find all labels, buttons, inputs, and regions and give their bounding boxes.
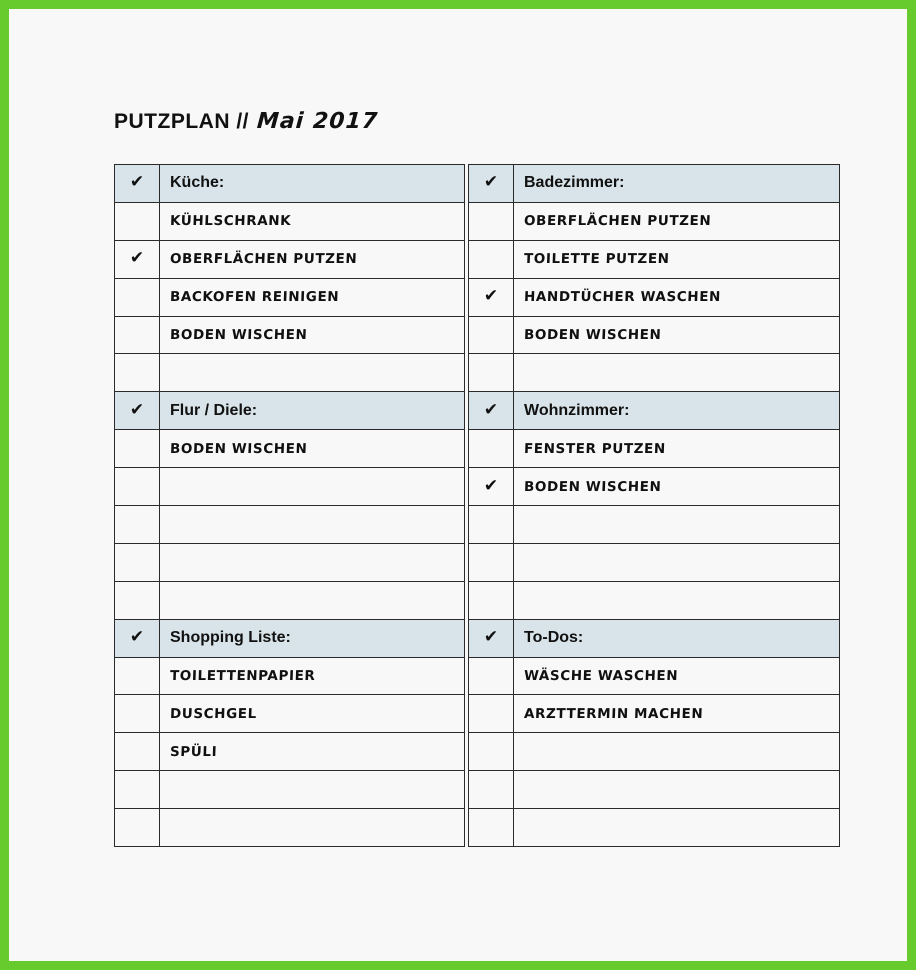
item-cell bbox=[160, 809, 465, 847]
item-checkbox-cell bbox=[115, 771, 160, 809]
section-header-row bbox=[115, 165, 465, 203]
item-checkbox-cell bbox=[115, 278, 160, 316]
item-row bbox=[469, 240, 840, 278]
item-label: HANDTÜCHER WASCHEN bbox=[523, 289, 722, 306]
item-checkbox-cell bbox=[469, 240, 514, 278]
item-checkbox-cell bbox=[115, 506, 160, 544]
item-checkbox-cell bbox=[469, 202, 514, 240]
checkmark-icon: ✔ bbox=[483, 286, 499, 307]
item-label: BODEN WISCHEN bbox=[523, 327, 662, 343]
checkmark-icon: ✔ bbox=[129, 248, 145, 269]
section-header-checkbox-cell bbox=[469, 165, 514, 203]
checkmark-icon: ✔ bbox=[483, 399, 499, 420]
section-header-checkbox-cell bbox=[115, 165, 160, 203]
item-row bbox=[115, 543, 465, 581]
page-title bbox=[114, 109, 378, 134]
section-header-row bbox=[469, 619, 840, 657]
item-cell bbox=[160, 468, 465, 506]
item-cell bbox=[514, 354, 840, 392]
item-checkbox-cell bbox=[469, 771, 514, 809]
section-header-label: Flur / Diele: bbox=[170, 401, 258, 419]
item-cell bbox=[160, 506, 465, 544]
item-checkbox-cell bbox=[115, 695, 160, 733]
item-checkbox-cell bbox=[115, 354, 160, 392]
item-label: TOILETTENPAPIER bbox=[169, 668, 316, 685]
item-row bbox=[469, 468, 840, 506]
item-row bbox=[115, 240, 465, 278]
item-row bbox=[115, 278, 465, 316]
item-cell bbox=[160, 240, 465, 278]
item-checkbox-cell bbox=[469, 809, 514, 847]
item-cell bbox=[514, 506, 840, 544]
item-checkbox-cell bbox=[469, 354, 514, 392]
item-label: SPÜLI bbox=[169, 743, 218, 760]
item-label: OBERFLÄCHEN PUTZEN bbox=[523, 213, 712, 230]
item-row bbox=[115, 581, 465, 619]
item-checkbox-cell bbox=[115, 202, 160, 240]
item-row bbox=[469, 430, 840, 468]
item-cell bbox=[514, 771, 840, 809]
checkmark-icon: ✔ bbox=[129, 399, 145, 420]
item-row bbox=[469, 695, 840, 733]
item-cell bbox=[514, 202, 840, 240]
section-header-checkbox-cell bbox=[115, 619, 160, 657]
section-header-cell bbox=[514, 165, 840, 203]
item-row bbox=[469, 543, 840, 581]
section-header-label: Küche: bbox=[170, 174, 225, 192]
item-row bbox=[115, 506, 465, 544]
item-checkbox-cell bbox=[115, 657, 160, 695]
plan-table-right bbox=[468, 164, 840, 847]
item-checkbox-cell bbox=[115, 468, 160, 506]
item-row bbox=[469, 316, 840, 354]
checkmark-icon: ✔ bbox=[483, 627, 499, 648]
item-checkbox-cell bbox=[469, 581, 514, 619]
item-checkbox-cell bbox=[115, 581, 160, 619]
section-header-cell bbox=[514, 392, 840, 430]
item-row bbox=[115, 657, 465, 695]
item-checkbox-cell bbox=[115, 430, 160, 468]
section-header-row bbox=[115, 619, 465, 657]
item-label: BODEN WISCHEN bbox=[523, 478, 662, 495]
item-row bbox=[115, 354, 465, 392]
item-label: BODEN WISCHEN bbox=[169, 440, 308, 457]
item-checkbox-cell bbox=[469, 733, 514, 771]
section-header-label: To-Dos: bbox=[524, 629, 584, 647]
item-cell bbox=[514, 278, 840, 316]
section-header-cell bbox=[160, 392, 465, 430]
item-cell bbox=[514, 468, 840, 506]
item-cell bbox=[160, 657, 465, 695]
item-checkbox-cell bbox=[469, 430, 514, 468]
page-title-label: PUTZPLAN // bbox=[114, 110, 249, 133]
item-row bbox=[469, 506, 840, 544]
item-cell bbox=[514, 430, 840, 468]
item-cell bbox=[160, 316, 465, 354]
cleaning-plan-tables bbox=[114, 164, 840, 847]
item-cell bbox=[514, 240, 840, 278]
item-label: KÜHLSCHRANK bbox=[169, 213, 292, 230]
item-cell bbox=[160, 354, 465, 392]
section-header-checkbox-cell bbox=[469, 392, 514, 430]
section-header-label: Shopping Liste: bbox=[170, 629, 291, 647]
section-header-label: Wohnzimmer: bbox=[524, 401, 630, 419]
item-label: OBERFLÄCHEN PUTZEN bbox=[169, 251, 358, 268]
item-label: WÄSCHE WASCHEN bbox=[523, 668, 679, 685]
item-checkbox-cell bbox=[115, 543, 160, 581]
item-row bbox=[469, 354, 840, 392]
item-checkbox-cell bbox=[469, 278, 514, 316]
item-checkbox-cell bbox=[469, 316, 514, 354]
item-checkbox-cell bbox=[469, 695, 514, 733]
section-header-label: Badezimmer: bbox=[524, 174, 625, 192]
item-checkbox-cell bbox=[469, 468, 514, 506]
item-cell bbox=[514, 543, 840, 581]
item-cell bbox=[514, 657, 840, 695]
checkmark-icon: ✔ bbox=[483, 172, 499, 193]
item-label: BODEN WISCHEN bbox=[169, 327, 308, 343]
item-label: ARZTTERMIN MACHEN bbox=[523, 705, 704, 722]
item-label: TOILETTE PUTZEN bbox=[523, 251, 670, 268]
item-cell bbox=[514, 695, 840, 733]
item-row bbox=[115, 695, 465, 733]
item-checkbox-cell bbox=[115, 733, 160, 771]
checkmark-icon: ✔ bbox=[129, 627, 145, 648]
checkmark-icon: ✔ bbox=[483, 475, 499, 496]
plan-table-left bbox=[114, 164, 465, 847]
item-cell bbox=[514, 316, 840, 354]
item-cell bbox=[160, 771, 465, 809]
item-cell bbox=[514, 809, 840, 847]
item-row bbox=[115, 468, 465, 506]
section-header-row bbox=[469, 165, 840, 203]
item-cell bbox=[160, 543, 465, 581]
item-row bbox=[469, 809, 840, 847]
item-row bbox=[115, 316, 465, 354]
item-cell bbox=[514, 581, 840, 619]
item-cell bbox=[160, 581, 465, 619]
section-header-cell bbox=[160, 165, 465, 203]
item-checkbox-cell bbox=[469, 543, 514, 581]
item-row bbox=[469, 278, 840, 316]
item-checkbox-cell bbox=[469, 657, 514, 695]
item-row bbox=[115, 771, 465, 809]
section-header-row bbox=[115, 392, 465, 430]
item-checkbox-cell bbox=[469, 506, 514, 544]
section-header-checkbox-cell bbox=[469, 619, 514, 657]
item-checkbox-cell bbox=[115, 316, 160, 354]
item-label: DUSCHGEL bbox=[169, 705, 258, 722]
item-row bbox=[469, 202, 840, 240]
item-row bbox=[115, 430, 465, 468]
item-row bbox=[115, 202, 465, 240]
item-row bbox=[469, 733, 840, 771]
section-header-row bbox=[469, 392, 840, 430]
section-header-cell bbox=[514, 619, 840, 657]
section-header-cell bbox=[160, 619, 465, 657]
item-cell bbox=[514, 733, 840, 771]
section-header-checkbox-cell bbox=[115, 392, 160, 430]
item-cell bbox=[160, 278, 465, 316]
item-row bbox=[115, 733, 465, 771]
item-cell bbox=[160, 733, 465, 771]
item-row bbox=[115, 809, 465, 847]
item-row bbox=[469, 771, 840, 809]
item-cell bbox=[160, 202, 465, 240]
item-row bbox=[469, 657, 840, 695]
item-cell bbox=[160, 695, 465, 733]
item-checkbox-cell bbox=[115, 809, 160, 847]
checkmark-icon: ✔ bbox=[129, 172, 145, 193]
item-checkbox-cell bbox=[115, 240, 160, 278]
item-label: BACKOFEN REINIGEN bbox=[169, 289, 340, 306]
item-row bbox=[469, 581, 840, 619]
item-cell bbox=[160, 430, 465, 468]
page-title-month: Mai 2017 bbox=[256, 109, 380, 134]
item-label: FENSTER PUTZEN bbox=[523, 440, 667, 457]
